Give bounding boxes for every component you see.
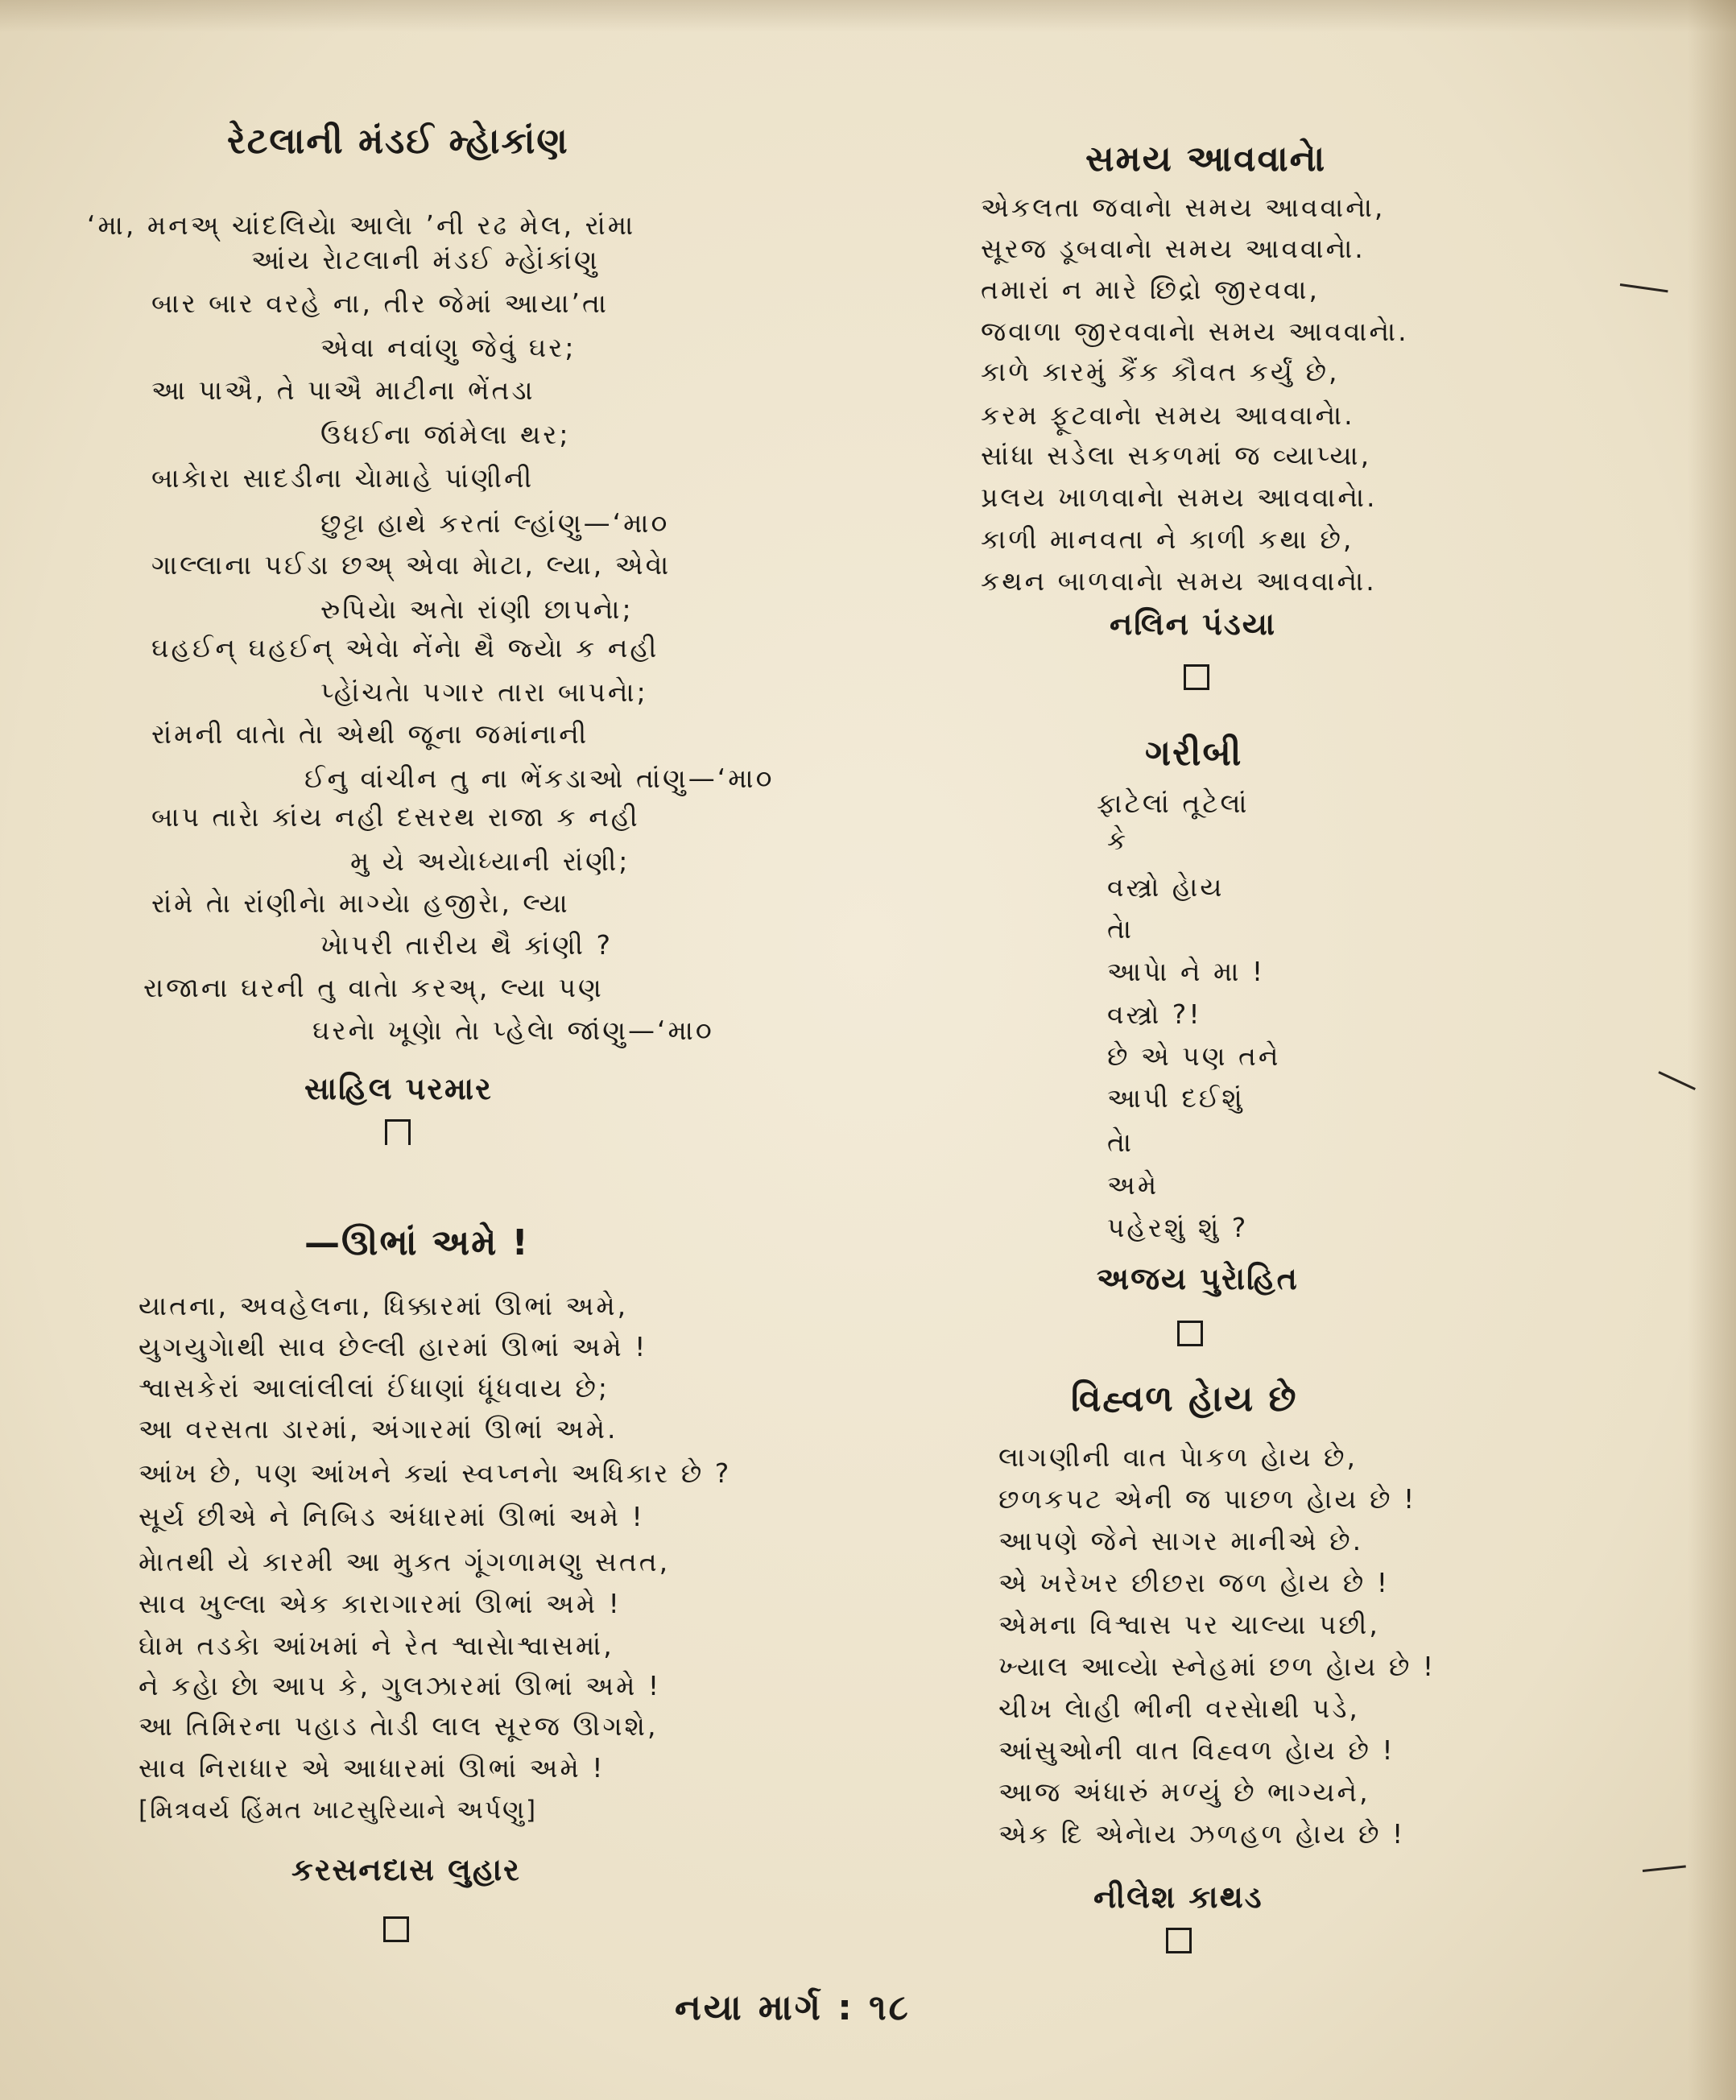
poem-line: સાવ ખુલ્લા એક કારાગારમાં ઊભાં અમે ! <box>138 1588 622 1619</box>
poem-line: ખ્યાલ આવ્યેા સ્નેહમાં છળ હેાય છે ! <box>998 1651 1436 1682</box>
poem-line: ખેાપરી તારીય થૈ કાંણી ? <box>320 929 613 961</box>
poem-line: આપી દઈશું <box>1107 1082 1245 1114</box>
poem-line: યાતના, અવહેલના, ધિક્કારમાં ઊભાં અમે, <box>138 1290 629 1321</box>
poem-line: મેાતથી યે કારમી આ મુક્ત ગૂંગળામણુ સતત, <box>138 1546 671 1577</box>
poem-line: કે <box>1107 825 1129 856</box>
poem-line: તમારાં ન મારે છિદ્રો જીરવવા, <box>981 274 1321 305</box>
poem-line: રાજાના ઘરની તુ વાતેા કરઅ્, લ્યા પણ <box>143 972 604 1003</box>
paper-tear-mark <box>1620 283 1668 292</box>
poem-title: સમય આવવાનેા <box>1085 138 1327 180</box>
poem-line: આપેા ને મા ! <box>1107 956 1266 987</box>
poem-author: અજય પુરેાહિત <box>1097 1261 1299 1296</box>
poem-line: ઉધઈના જાંમેલા થર; <box>320 419 571 450</box>
page-right-shadow <box>1688 0 1736 2100</box>
poem-line: શ્વાસકેરાં આલાંલીલાં ઈંધાણાં ધૂંધવાય છે; <box>138 1372 610 1403</box>
poem-line: પહેરશું શું ? <box>1107 1212 1249 1243</box>
poem-line: ઘહઈન્ ઘહઈન્ એવેા નેંનેા થૈ જ્યેા ક નહી <box>151 632 659 663</box>
poem-author: નીલેશ કાથડ <box>1093 1879 1263 1915</box>
poem-line: અમે <box>1107 1169 1159 1201</box>
poem-line: પ્હેાંચતેા પગાર તારા બાપનેા; <box>320 676 648 708</box>
paper-tear-mark <box>1643 1865 1686 1872</box>
poem-author: નલિન પંડયા <box>1110 606 1277 642</box>
poem-line: ચીખ લેાહી ભીની વરસેાથી પડે, <box>998 1693 1360 1724</box>
poem-line: ઈનુ વાંચીન તુ ના ભેંકડાઓ તાંણુ—‘મા૦ <box>304 763 775 794</box>
poem-dedication: [મિત્રવર્ય હિંમત ખાટસુરિયાને અર્પણુ] <box>138 1796 538 1825</box>
poem-line: છુટ્ટા હાથે કરતાં લ્હાંણુ—‘મા૦ <box>320 507 670 539</box>
poem-line: પ્રલય ખાળવાનેા સમય આવવાનેા. <box>981 482 1378 513</box>
poem-author: સાહિલ પરમાર <box>304 1071 493 1106</box>
poem-line: એ ખરેખર છીછરા જળ હેાય છે ! <box>998 1567 1391 1598</box>
separator-box <box>1177 1321 1203 1346</box>
poem-line: બાર બાર વરહે ના, તીર જેમાં આયા’તા <box>151 287 609 319</box>
page-footer: નયા માર્ગ : ૧૮ <box>675 1987 911 2028</box>
page-top-shadow <box>0 0 1736 32</box>
poem-line: બાપ તારેા કાંય નહી દસરથ રાજા ક નહી <box>151 801 640 833</box>
poem-line: રાંમની વાતેા તેા એથી જૂના જમાંનાની <box>151 718 589 750</box>
poem-title: વિહ્વળ હેાય છે <box>1071 1379 1298 1420</box>
poem-line: ‘મા, મનઅ્ ચાંદલિયેા આલેા ’ની રઢ મેલ, રાંમા <box>87 209 636 241</box>
poem-line: આજ અંધારું મળ્યું છે ભાગ્યને, <box>998 1776 1370 1808</box>
poem-line: જવાળા જીરવવાનેા સમય આવવાનેા. <box>981 316 1409 347</box>
poem-line: કાળે કારમું કૈંક કૌવત કર્યું છે, <box>981 356 1340 387</box>
poem-line: ઘરનેા ખૂણેા તેા પ્હેલેા જાંણુ—‘મા૦ <box>312 1015 714 1046</box>
poem-line: તેા <box>1107 1126 1134 1158</box>
poem-line: એમના વિશ્વાસ પર ચાલ્યા પછી, <box>998 1609 1380 1640</box>
poem-line: કથન બાળવાનેા સમય આવવાનેા. <box>981 565 1377 597</box>
poem-title: રેટલાની મંડઈ મ્હેાકાંણ <box>227 121 569 162</box>
poem-line: સૂરજ ડૂબવાનેા સમય આવવાનેા. <box>981 233 1366 264</box>
poem-line: વસ્ત્રો ?! <box>1107 998 1202 1030</box>
poem-line: આ પાઐ, તે પાઐ માટીના ભેંતડા <box>151 374 535 406</box>
poem-line: એક દિ એનેાય ઝળહળ હેાય છે ! <box>998 1818 1406 1850</box>
poem-line: આંખ છે, પણ આંખને ક્યાં સ્વપ્નનેા અધિકાર છે ? <box>138 1457 732 1489</box>
poem-line: કાળી માનવતા ને કાળી કથા છે, <box>981 523 1354 555</box>
separator-box <box>385 1119 411 1145</box>
poem-line: આંસુઓની વાત વિહ્વળ હેાય છે ! <box>998 1734 1395 1766</box>
poem-line: કરમ ફૂટવાનેા સમય આવવાનેા. <box>981 399 1355 431</box>
poem-line: રુપિયેા અતેા રાંણી છાપનેા; <box>320 593 634 625</box>
poem-line: તેા <box>1107 913 1134 945</box>
poem-author: કરસનદાસ લુહાર <box>291 1852 521 1887</box>
separator-box <box>1184 664 1209 690</box>
poem-line: છે એ પણ તને <box>1107 1040 1281 1072</box>
poem-line: આંય રેાટલાની મંડઈ મ્હેાંકાંણુ <box>251 244 600 275</box>
poem-line: એકલતા જવાનેા સમય આવવાનેા, <box>981 192 1386 223</box>
poem-title: —ઊભાં અમે ! <box>304 1222 530 1263</box>
separator-box <box>383 1916 409 1942</box>
poem-line: સાવ નિરાધાર એ આધારમાં ઊભાં અમે ! <box>138 1752 606 1784</box>
poem-line: યુગયુગેાથી સાવ છેલ્લી હારમાં ઊભાં અમે ! <box>138 1331 648 1362</box>
poem-line: આપણે જેને સાગર માનીએ છે. <box>998 1525 1364 1556</box>
poem-line: ઘેામ તડકેા આંખમાં ને રેત શ્વાસેાશ્વાસમાં, <box>138 1630 614 1661</box>
poem-line: એવા નવાંણુ જેવું ઘર; <box>320 332 577 363</box>
poem-line: ને કહેા છેા આપ કે, ગુલઝારમાં ઊભાં અમે ! <box>138 1670 662 1701</box>
poem-line: છળકપટ એની જ પાછળ હેાય છે ! <box>998 1483 1417 1515</box>
poem-line: બાકેારા સાદડીના ચેામાહે પાંણીની <box>151 462 535 494</box>
poem-line: ગાલ્લાના પઈડા છઅ્ એવા મેાટા, લ્યા, એવેા <box>151 549 672 581</box>
poem-line: મુ યે અયેાધ્યાની રાંણી; <box>350 845 630 877</box>
poem-line: રાંમે તેા રાંણીનેા માગ્યેા હજીરેા, લ્યા <box>151 887 570 919</box>
poem-line: લાગણીની વાત પેાકળ હેાય છે, <box>998 1441 1358 1473</box>
poem-line: વસ્ત્રો હેાય <box>1107 871 1225 903</box>
poem-title: ગરીબી <box>1145 733 1243 774</box>
poem-line: આ તિમિરના પહાડ તેાડી લાલ સૂરજ ઊગશે, <box>138 1710 659 1742</box>
poem-line: સૂર્ય છીએ ને નિબિડ અંધારમાં ઊભાં અમે ! <box>138 1501 645 1532</box>
separator-box <box>1166 1928 1192 1953</box>
poem-line: સાંધા સડેલા સકળમાં જ વ્યાપ્યા, <box>981 440 1372 471</box>
poem-line: આ વરસતા ડારમાં, અંગારમાં ઊભાં અમે. <box>138 1413 618 1445</box>
poem-line: ફાટેલાં તૂટેલાં <box>1097 788 1250 819</box>
